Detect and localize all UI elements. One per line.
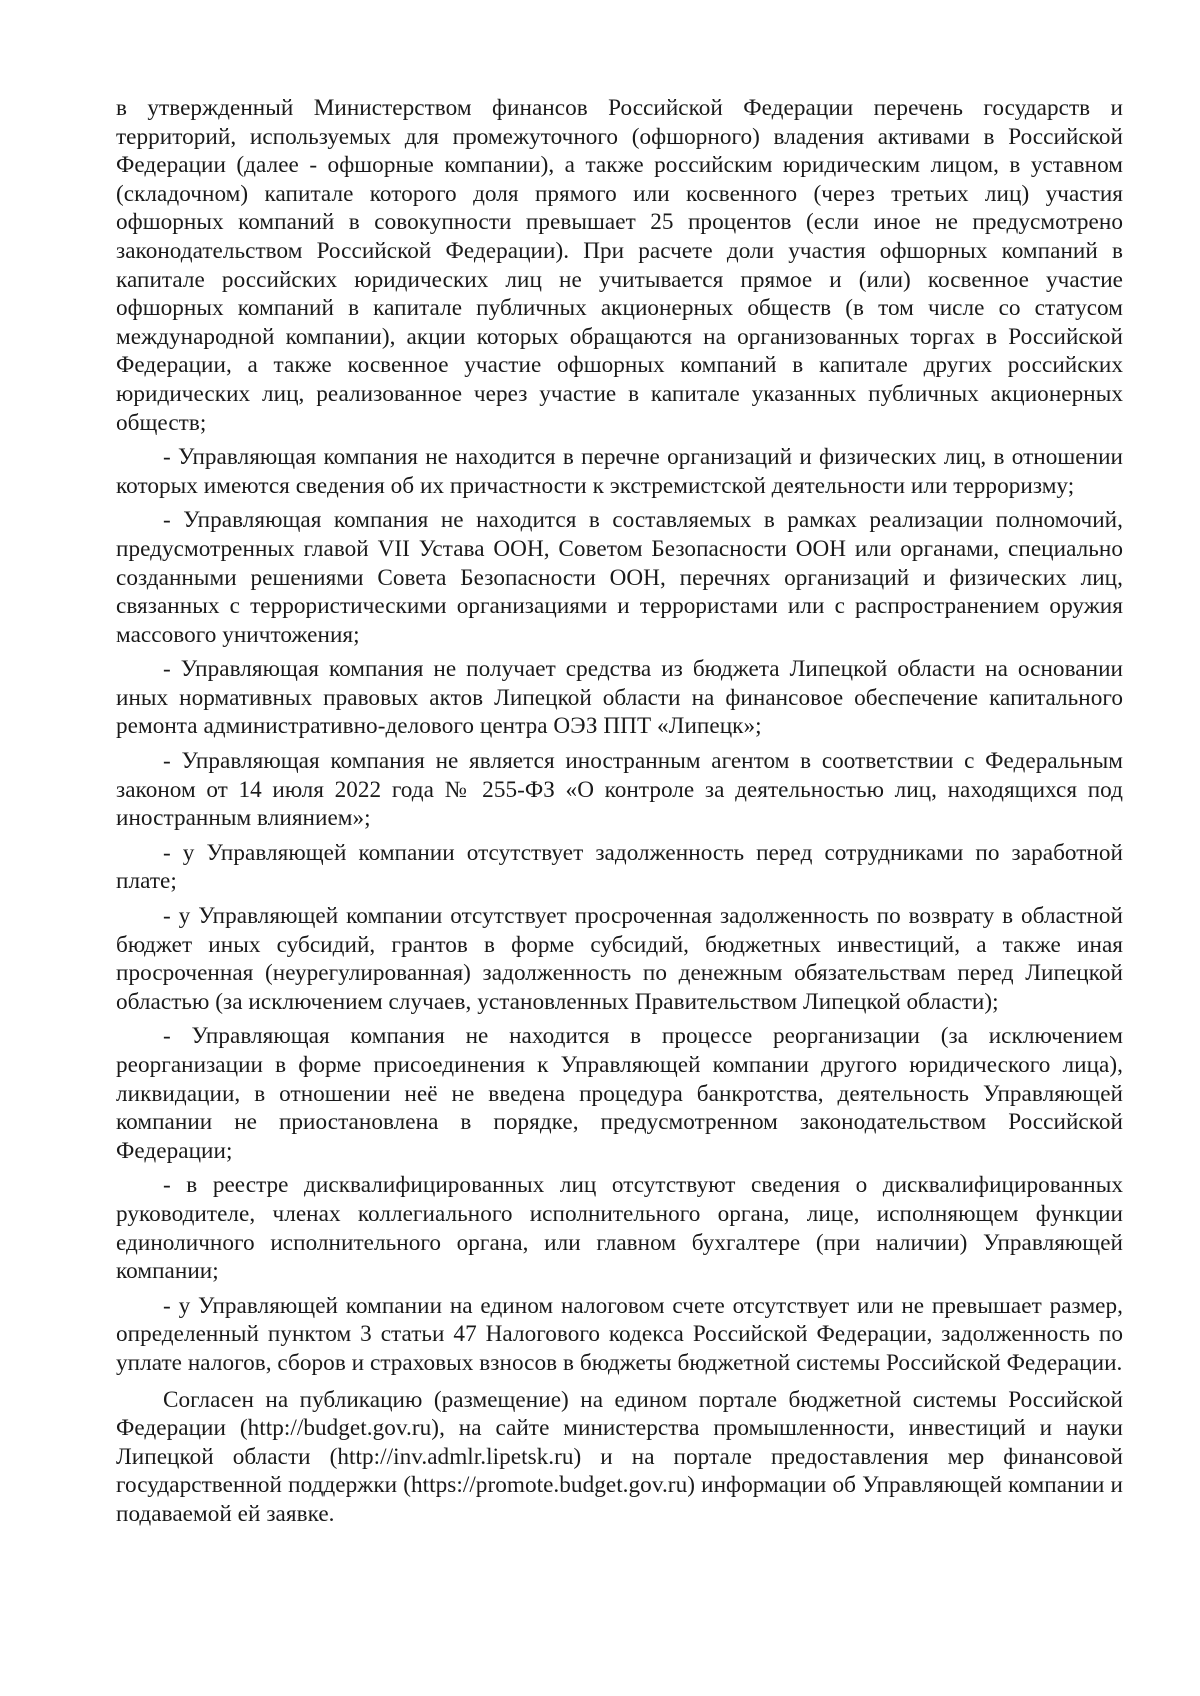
paragraph-salary-debt: - у Управляющей компании отсутствует задолженность перед сотрудниками по заработной плате; — [116, 839, 1123, 895]
paragraph-disqualified-persons: - в реестре дисквалифицированных лиц отсутствуют сведения о дисквалифицированных руководителе, членах коллегиального исполнительного органа, лице, исполняющем функции единоличного исполнительного органа, или главном бухгалтере (при наличии) Управляющей компании; — [116, 1172, 1123, 1285]
paragraph-tax-account: - у Управляющей компании на едином налоговом счете отсутствует или не превышает размер, определенный пунктом 3 статьи 47 Налогового кодекса Российской Федерации, задолженность по уплате налогов, сборов и страховых взносов в бюджеты бюджетной системы Российской Федерации. — [116, 1292, 1123, 1376]
paragraph-extremism-list: - Управляющая компания не находится в перечне организаций и физических лиц, в отношении которых имеются сведения об их причастности к экстремистской деятельности или терроризму; — [116, 444, 1123, 499]
paragraph-overdue-debt: - у Управляющей компании отсутствует просроченная задолженность по возврату в областной бюджет иных субсидий, грантов в форме субсидий, бюджетных инвестиций, а также иная просроченная (неурегулированная) задолженность по денежным обязательствам перед Липецкой областью (за исключением случаев, установленных Правительством Липецкой области); — [116, 903, 1123, 1015]
document-body — [116, 94, 1123, 1535]
paragraph-reorganization: - Управляющая компания не находится в процессе реорганизации (за исключением реорганизации в форме присоединения к Управляющей компании другого юридического лица), ликвидации, в отношении неё не введена процедура банкротства, деятельность Управляющей компании не приостановлена в порядке, предусмотренном законодательством Российской Федерации; — [116, 1023, 1123, 1164]
paragraph-un-security-council: - Управляющая компания не находится в составляемых в рамках реализации полномочий, предусмотренных главой VII Устава ООН, Советом Безопасности ООН или органами, специально созданными решениями Совета Безопасности ООН, перечнях организаций и физических лиц, связанных с террористическими организациями и террористами или с распространением оружия массового уничтожения; — [116, 507, 1123, 648]
paragraph-publication-consent: Согласен на публикацию (размещение) на едином портале бюджетной системы Российской Федерации (http://budget.gov.ru), на сайте министерства промышленности, инвестиций и науки Липецкой области (http://inv.admlr.lipetsk.ru) и на портале предоставления мер финансовой государственной поддержки (https://promote.budget.gov.ru) информации об Управляющей компании и подаваемой ей заявке. — [116, 1386, 1123, 1527]
paragraph-budget-funds: - Управляющая компания не получает средства из бюджета Липецкой области на основании иных нормативных правовых актов Липецкой области на финансовое обеспечение капитального ремонта административно-делового центра ОЭЗ ППТ «Липецк»; — [116, 656, 1123, 740]
paragraph-offshore-continuation: в утвержденный Министерством финансов Российской Федерации перечень государств и территорий, используемых для промежуточного (офшорного) владения активами в Российской Федерации (далее - офшорные компании), а также российским юридическим лицом, в уставном (складочном) капитале которого доля прямого или косвенного (через третьих лиц) участия офшорных компаний в совокупности превышает 25 процентов (если иное не предусмотрено законодательством Российской Федерации). При расчете доли участия офшорных компаний в капитале российских юридических лиц не учитывается прямое и (или) косвенное участие офшорных компаний в капитале публичных акционерных обществ (в том числе со статусом международной компании), акции которых обращаются на организованных торгах в Российской Федерации, а также косвенное участие офшорных компаний в капитале других российских юридических лиц, реализованное через участие в капитале указанных публичных акционерных обществ; — [116, 95, 1123, 436]
paragraph-foreign-agent: - Управляющая компания не является иностранным агентом в соответствии с Федеральным законом от 14 июля 2022 года № 255-ФЗ «О контроле за деятельностью лиц, находящихся под иностранным влиянием»; — [116, 748, 1123, 832]
